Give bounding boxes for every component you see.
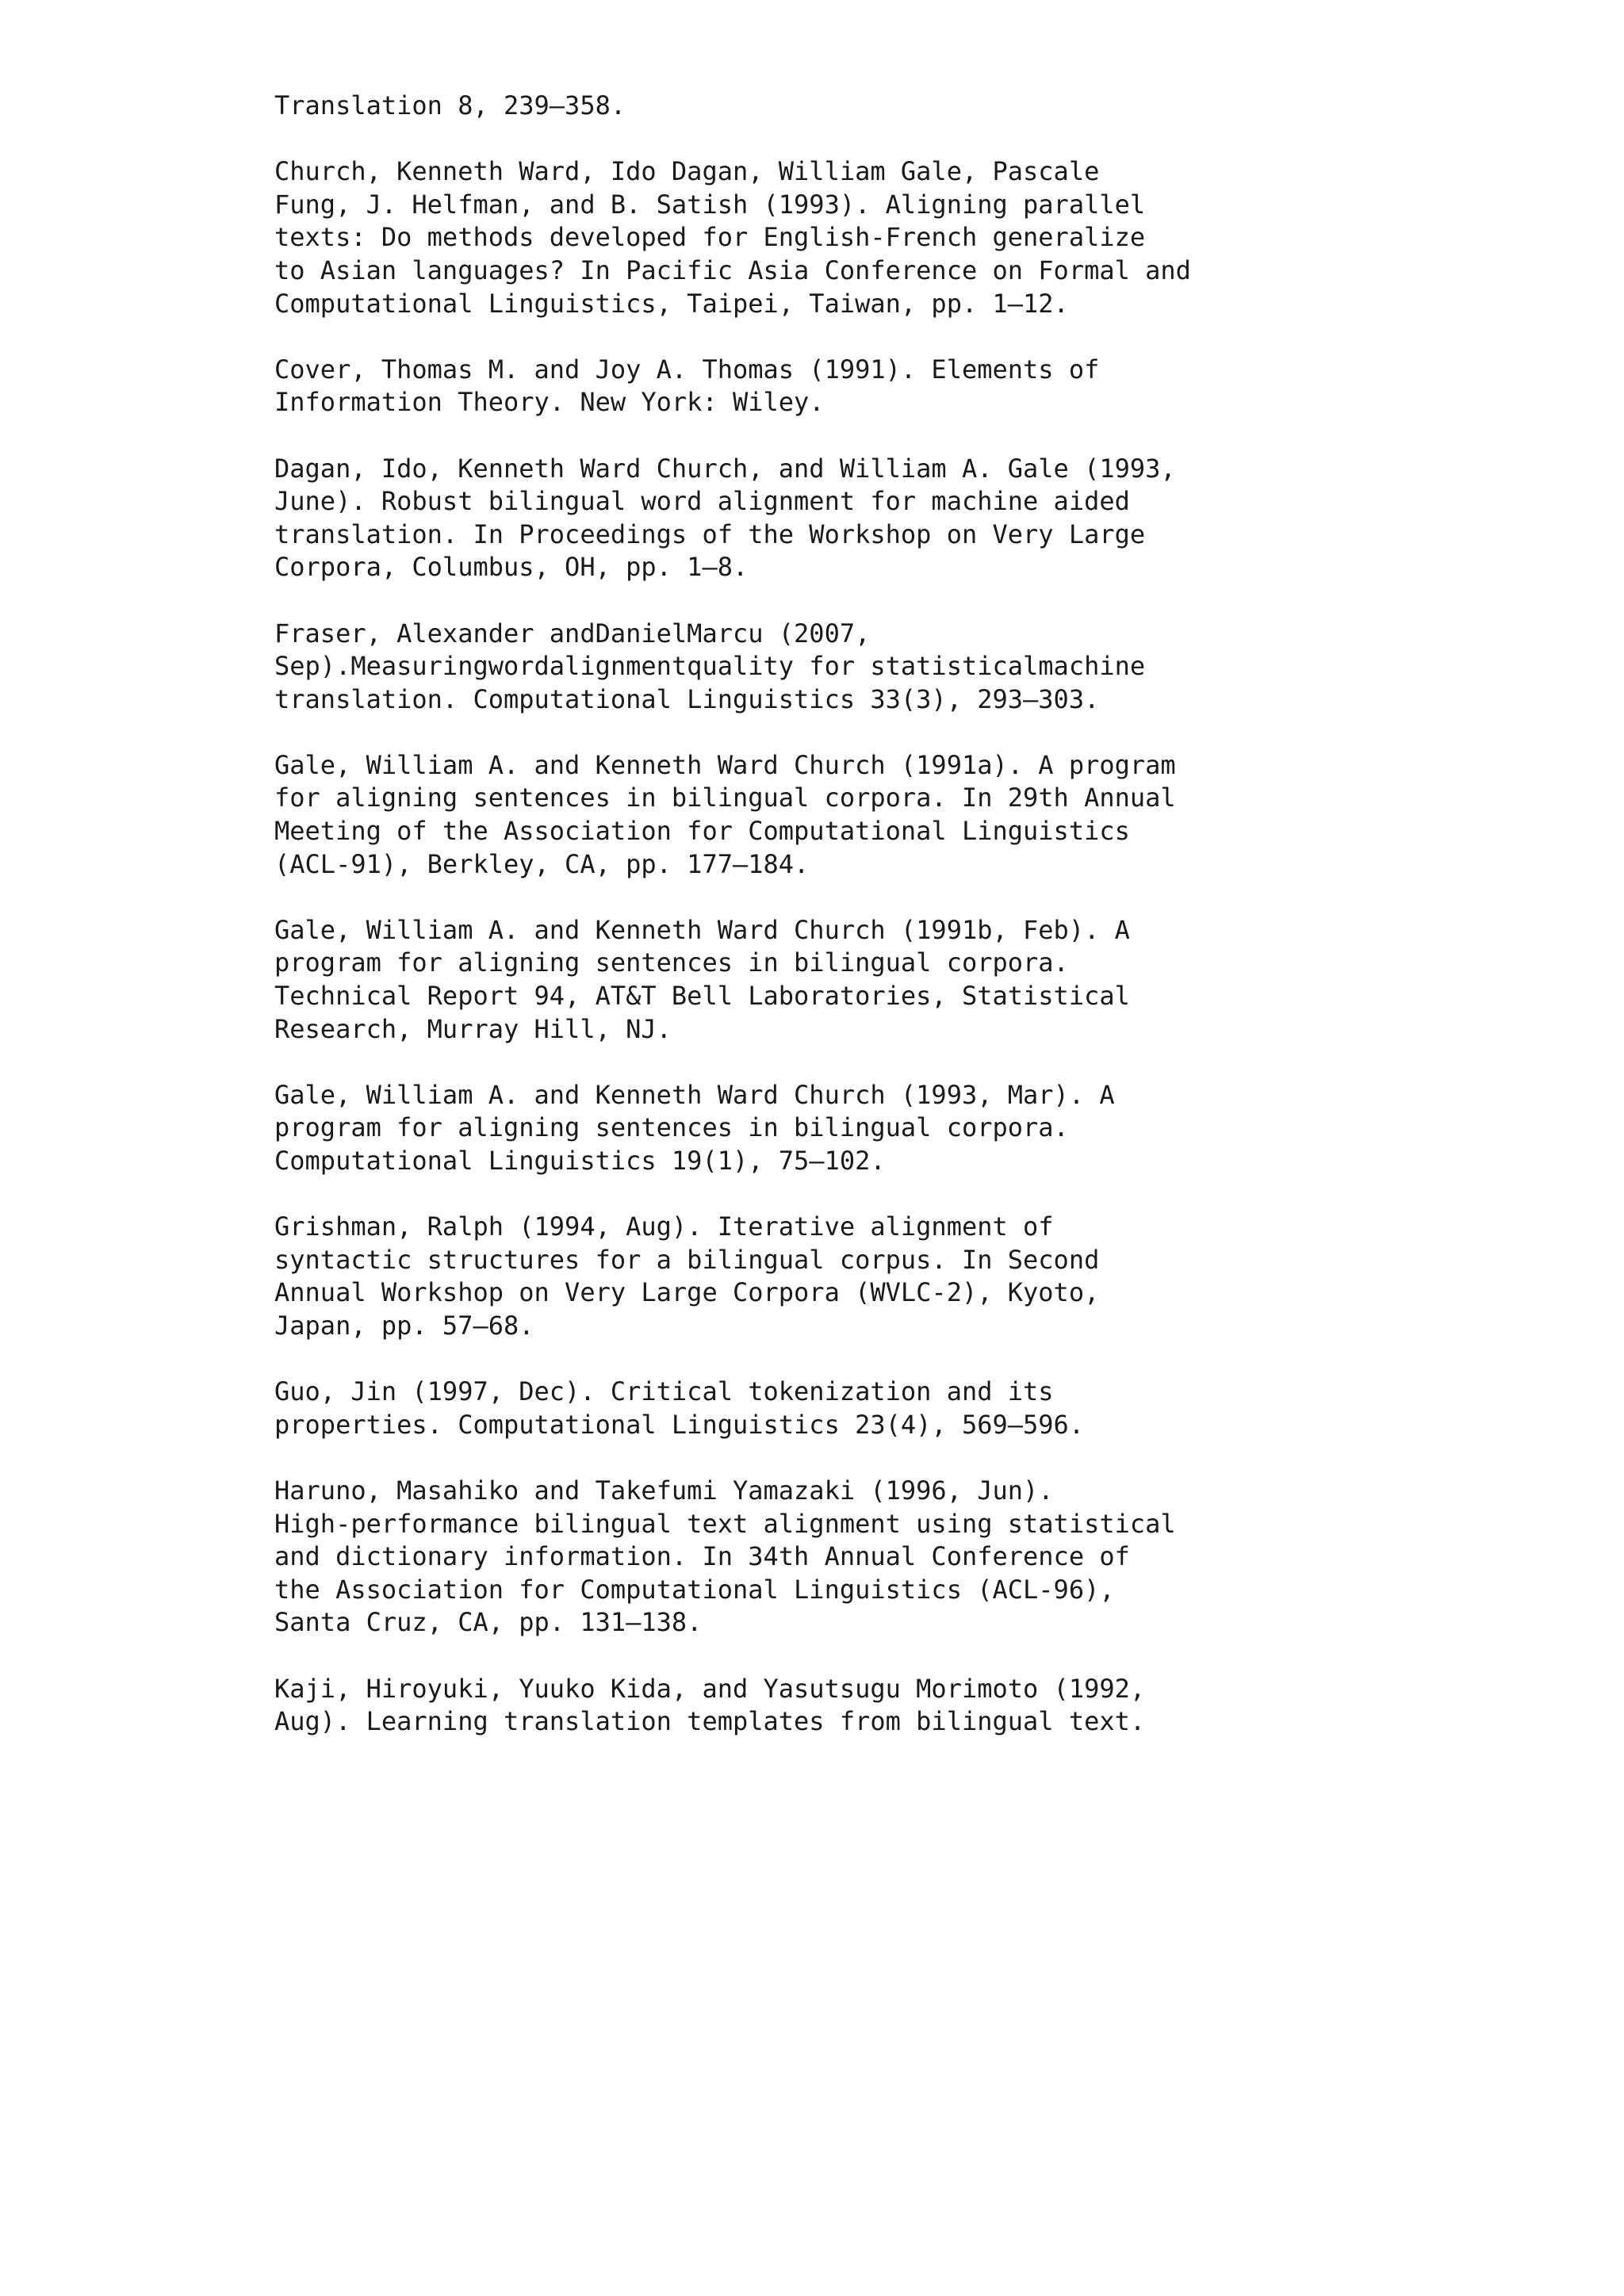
reference-line: program for aligning sentences in bilingual corpora. bbox=[274, 1112, 1069, 1143]
reference-line: Corpora, Columbus, OH, pp. 1–8. bbox=[274, 552, 749, 583]
reference-line: to Asian languages? In Pacific Asia Conference on Formal and bbox=[274, 254, 1191, 285]
reference-line: Guo, Jin (1997, Dec). Critical tokenization and its bbox=[274, 1376, 1054, 1407]
reference-line: High-performance bilingual text alignment using statistical bbox=[274, 1508, 1176, 1539]
reference-line: Church, Kenneth Ward, Ido Dagan, William Gale, Pascale bbox=[274, 156, 1100, 187]
reference-line: Information Theory. New York: Wiley. bbox=[274, 387, 825, 418]
reference-line: Japan, pp. 57–68. bbox=[274, 1310, 534, 1341]
reference-list bbox=[274, 90, 1191, 1771]
reference-line: texts: Do methods developed for English-French generalize bbox=[274, 222, 1146, 253]
reference-line: Gale, William A. and Kenneth Ward Church (1991a). A program bbox=[274, 749, 1176, 780]
reference-line: for aligning sentences in bilingual corpora. In 29th Annual bbox=[274, 783, 1176, 813]
reference-line: and dictionary information. In 34th Annual Conference of bbox=[274, 1541, 1130, 1572]
reference-line: Annual Workshop on Very Large Corpora (WVLC-2), Kyoto, bbox=[274, 1277, 1100, 1308]
reference-line: (ACL-91), Berkley, CA, pp. 177–184. bbox=[274, 848, 810, 879]
reference-entry bbox=[274, 155, 1191, 320]
reference-entry bbox=[274, 90, 1147, 123]
reference-line: Gale, William A. and Kenneth Ward Church (1993, Mar). A bbox=[274, 1079, 1115, 1110]
reference-line: syntactic structures for a bilingual corpus. In Second bbox=[274, 1244, 1100, 1275]
reference-line: translation. Computational Linguistics 33(3), 293–303. bbox=[274, 683, 1100, 714]
reference-line: Translation 8, 239–358. bbox=[274, 90, 626, 121]
reference-line: the Association for Computational Linguistics (ACL-96), bbox=[274, 1574, 1115, 1605]
reference-line: Cover, Thomas M. and Joy A. Thomas (1991). Elements of bbox=[274, 354, 1100, 385]
reference-line: Aug). Learning translation templates from bilingual text. bbox=[274, 1706, 1146, 1737]
reference-line: Dagan, Ido, Kenneth Ward Church, and William A. Gale (1993, bbox=[274, 453, 1176, 484]
reference-line: Fung, J. Helfman, and B. Satish (1993). Aligning parallel bbox=[274, 189, 1146, 220]
reference-entry bbox=[274, 1475, 1176, 1640]
reference-line: Computational Linguistics 19(1), 75–102. bbox=[274, 1146, 886, 1176]
reference-line: June). Robust bilingual word alignment for machine aided bbox=[274, 486, 1130, 517]
reference-line: Santa Cruz, CA, pp. 131–138. bbox=[274, 1607, 703, 1638]
reference-line: Computational Linguistics, Taipei, Taiwan, pp. 1–12. bbox=[274, 288, 1069, 319]
reference-entry bbox=[274, 1079, 1147, 1178]
reference-line: Sep).Measuringwordalignmentquality for statisticalmachine bbox=[274, 651, 1146, 682]
reference-line: Haruno, Masahiko and Takefumi Yamazaki (1996, Jun). bbox=[274, 1475, 1054, 1506]
reference-line: properties. Computational Linguistics 23(4), 569–596. bbox=[274, 1409, 1085, 1440]
reference-line: Technical Report 94, AT&T Bell Laboratories, Statistical bbox=[274, 981, 1130, 1012]
reference-line: program for aligning sentences in bilingual corpora. bbox=[274, 947, 1069, 978]
reference-entry bbox=[274, 914, 1147, 1046]
reference-entry bbox=[274, 453, 1176, 584]
reference-line: Fraser, Alexander andDanielMarcu (2007, bbox=[274, 618, 871, 649]
reference-line: Kaji, Hiroyuki, Yuuko Kida, and Yasutsugu Morimoto (1992, bbox=[274, 1673, 1146, 1704]
reference-line: Gale, William A. and Kenneth Ward Church (1991b, Feb). A bbox=[274, 914, 1130, 945]
reference-entry bbox=[274, 749, 1176, 881]
reference-line: translation. In Proceedings of the Workshop on Very Large bbox=[274, 519, 1146, 549]
reference-line: Grishman, Ralph (1994, Aug). Iterative alignment of bbox=[274, 1211, 1054, 1242]
reference-entry bbox=[274, 1211, 1147, 1342]
reference-entry bbox=[274, 618, 1147, 717]
reference-line: Meeting of the Association for Computational Linguistics bbox=[274, 816, 1130, 847]
reference-entry bbox=[274, 1673, 1147, 1739]
reference-entry bbox=[274, 354, 1147, 419]
reference-line: Research, Murray Hill, NJ. bbox=[274, 1013, 672, 1044]
reference-entry bbox=[274, 1376, 1147, 1441]
